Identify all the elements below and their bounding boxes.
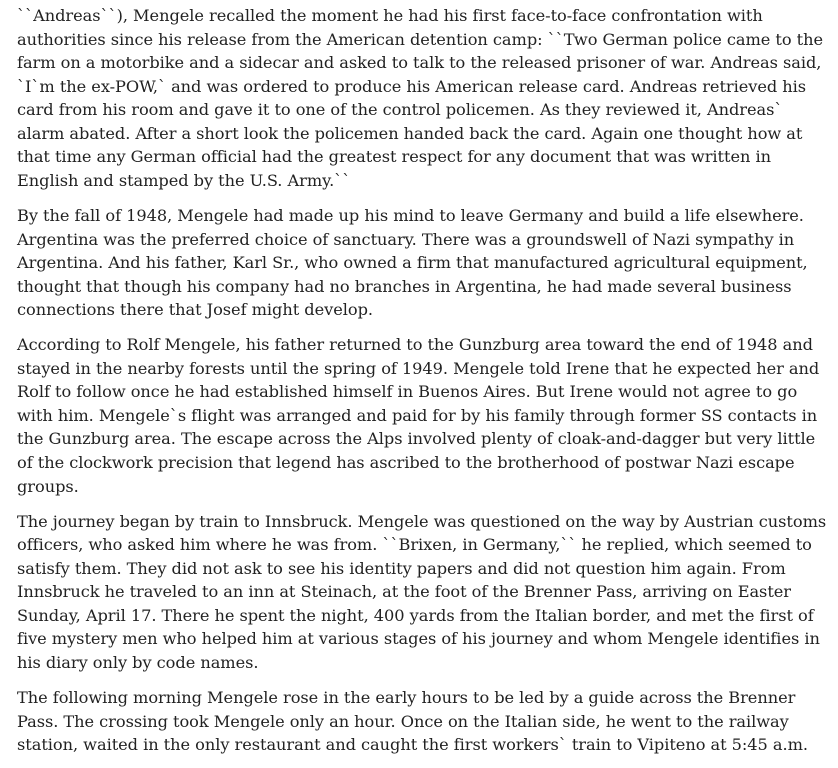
paragraph-escape-arrangements: According to Rolf Mengele, his father returned to the Gunzburg area toward the end of 1948 and stayed in the nearby forests until the spring of 1949. Mengele told Irene that he expected her and Rolf to follow once he had established himself in Buenos Aires. But Irene would not agree to go with him. Mengele`s flight was arranged and paid for by his family through former SS contacts in the Gunzburg area. The escape across the Alps involved plenty of cloak-and-dagger but very little of the clockwork precision that legend has ascribed to the brotherhood of postwar Nazi escape groups. xyxy=(17,335,820,496)
paragraph-brenner-crossing: The following morning Mengele rose in the early hours to be led by a guide across the Brenner Pass. The crossing took Mengele only an hour. Once on the Italian side, he went to the railway station, waited in the only restaurant and caught the first workers` train to Vipiteno at 5:45 a.m. xyxy=(17,688,808,755)
paragraph-police-encounter: ``Andreas``), Mengele recalled the moment he had his first face-to-face confrontation with authorities since his release from the American detention camp: ``Two German police came to the farm on a motorbike and a sidecar and asked to talk to the released prisoner of war. Andreas said, `I`m the ex-POW,` and was ordered to produce his American release card. Andreas retrieved his card from his room and gave it to one of the control policemen. As they reviewed it, Andreas` alarm abated. After a short look the policemen handed back the card. Again one thought how at that time any German official had the greatest respect for any document that was written in English and stamped by the U.S. Army.`` xyxy=(17,6,824,190)
paragraph-journey-to-steinach: The journey began by train to Innsbruck. Mengele was questioned on the way by Austrian customs officers, who asked him where he was from. ``Brixen, in Germany,`` he replied, which seemed to satisfy them. They did not ask to see his identity papers and did not question him again. From Innsbruck he traveled to an inn at Steinach, at the foot of the Brenner Pass, arriving on Easter Sunday, April 17. There he spent the night, 400 yards from the Italian border, and met the first of five mystery men who helped him at various stages of his journey and whom Mengele identifies in his diary only by code names. xyxy=(17,511,827,672)
paragraph-decision-to-leave: By the fall of 1948, Mengele had made up his mind to leave Germany and build a life elsewhere. Argentina was the preferred choice of sanctuary. There was a groundswell of Nazi sympathy in Argentina. And his father, Karl Sr., who owned a firm that manufactured agricultural equipment, thought that though his company had no branches in Argentina, he had made several business connections there that Josef might develop. xyxy=(17,205,808,320)
article-body xyxy=(17,4,829,768)
